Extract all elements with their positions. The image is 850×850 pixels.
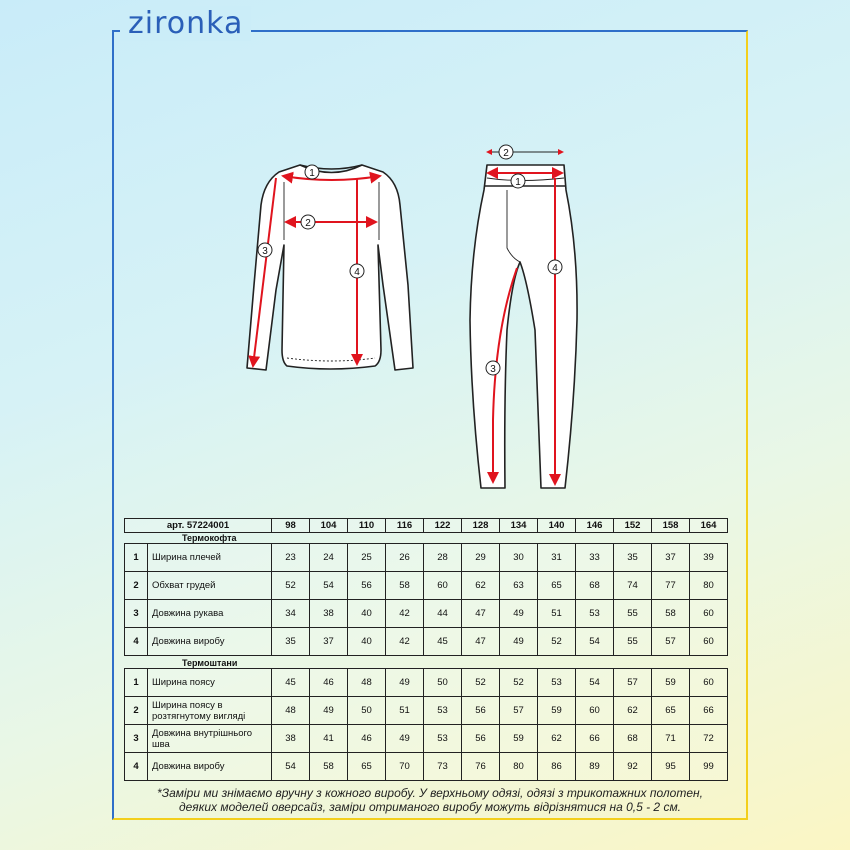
table-cell: 49 bbox=[500, 600, 538, 628]
table-cell: 24 bbox=[310, 544, 348, 572]
table-cell: 62 bbox=[614, 697, 652, 725]
top-label-3: 3 bbox=[262, 246, 268, 257]
table-cell: 52 bbox=[462, 669, 500, 697]
table-cell: 57 bbox=[614, 669, 652, 697]
table-cell: 57 bbox=[500, 697, 538, 725]
table-cell: 86 bbox=[538, 753, 576, 781]
table-cell: 65 bbox=[538, 572, 576, 600]
table-cell: 60 bbox=[576, 697, 614, 725]
row-label: Довжина виробу bbox=[148, 753, 272, 781]
table-cell: 54 bbox=[310, 572, 348, 600]
row-number: 3 bbox=[125, 725, 148, 753]
table-cell: 80 bbox=[690, 572, 728, 600]
row-number: 3 bbox=[125, 600, 148, 628]
footnote-line-1: *Заміри ми знімаємо вручну з кожного виробу. У верхньому одязі, одязі з трикотажних полотен, bbox=[157, 786, 703, 800]
table-cell: 42 bbox=[386, 600, 424, 628]
table-cell: 55 bbox=[614, 600, 652, 628]
top-label-2: 2 bbox=[305, 218, 311, 229]
row-number: 2 bbox=[125, 697, 148, 725]
table-cell: 58 bbox=[310, 753, 348, 781]
table-cell: 58 bbox=[652, 600, 690, 628]
table-cell: 95 bbox=[652, 753, 690, 781]
table-cell: 38 bbox=[310, 600, 348, 628]
table-row bbox=[125, 572, 728, 600]
thermal-top-drawing bbox=[247, 165, 413, 370]
table-cell: 57 bbox=[652, 628, 690, 656]
table-cell: 49 bbox=[386, 669, 424, 697]
table-cell: 80 bbox=[500, 753, 538, 781]
table-cell: 53 bbox=[424, 697, 462, 725]
table-row bbox=[125, 725, 728, 753]
table-cell: 52 bbox=[538, 628, 576, 656]
thermal-pants-drawing bbox=[470, 165, 577, 488]
table-cell: 46 bbox=[348, 725, 386, 753]
table-cell: 74 bbox=[614, 572, 652, 600]
footnote-line-2: деяких моделей оверсайз, заміри отриманого виробу можуть відрізнятися на 0,5 - 2 см. bbox=[178, 800, 681, 814]
table-cell: 92 bbox=[614, 753, 652, 781]
table-cell: 50 bbox=[424, 669, 462, 697]
table-cell: 62 bbox=[538, 725, 576, 753]
row-number: 1 bbox=[125, 544, 148, 572]
table-cell: 40 bbox=[348, 628, 386, 656]
table-row bbox=[125, 669, 728, 697]
table-cell: 59 bbox=[500, 725, 538, 753]
table-cell: 45 bbox=[424, 628, 462, 656]
table-cell: 48 bbox=[272, 697, 310, 725]
row-label: Ширина плечей bbox=[148, 544, 272, 572]
measurement-footnote bbox=[118, 786, 742, 814]
size-164: 164 bbox=[690, 519, 728, 533]
row-number: 1 bbox=[125, 669, 148, 697]
pants-label-4: 4 bbox=[552, 263, 558, 274]
table-cell: 54 bbox=[576, 669, 614, 697]
table-cell: 53 bbox=[538, 669, 576, 697]
table-cell: 44 bbox=[424, 600, 462, 628]
table-cell: 55 bbox=[614, 628, 652, 656]
size-134: 134 bbox=[500, 519, 538, 533]
table-cell: 35 bbox=[614, 544, 652, 572]
top-measurements-table bbox=[124, 543, 728, 656]
table-cell: 41 bbox=[310, 725, 348, 753]
table-cell: 49 bbox=[310, 697, 348, 725]
size-104: 104 bbox=[310, 519, 348, 533]
table-cell: 52 bbox=[500, 669, 538, 697]
pants-measurements-table bbox=[124, 668, 728, 781]
table-cell: 68 bbox=[576, 572, 614, 600]
row-number: 4 bbox=[125, 753, 148, 781]
table-cell: 76 bbox=[462, 753, 500, 781]
table-cell: 89 bbox=[576, 753, 614, 781]
table-cell: 51 bbox=[386, 697, 424, 725]
table-cell: 63 bbox=[500, 572, 538, 600]
table-cell: 50 bbox=[348, 697, 386, 725]
size-122: 122 bbox=[424, 519, 462, 533]
table-cell: 52 bbox=[272, 572, 310, 600]
table-cell: 56 bbox=[462, 697, 500, 725]
row-label: Обхват грудей bbox=[148, 572, 272, 600]
size-98: 98 bbox=[272, 519, 310, 533]
table-cell: 48 bbox=[348, 669, 386, 697]
table-cell: 28 bbox=[424, 544, 462, 572]
table-cell: 60 bbox=[690, 669, 728, 697]
table-cell: 40 bbox=[348, 600, 386, 628]
size-140: 140 bbox=[538, 519, 576, 533]
row-number: 4 bbox=[125, 628, 148, 656]
top-label-4: 4 bbox=[354, 267, 360, 278]
table-cell: 34 bbox=[272, 600, 310, 628]
table-cell: 45 bbox=[272, 669, 310, 697]
row-number: 2 bbox=[125, 572, 148, 600]
table-cell: 53 bbox=[424, 725, 462, 753]
table-row bbox=[125, 544, 728, 572]
article-number: арт. 57224001 bbox=[125, 519, 272, 533]
table-cell: 53 bbox=[576, 600, 614, 628]
table-cell: 71 bbox=[652, 725, 690, 753]
table-cell: 39 bbox=[690, 544, 728, 572]
size-128: 128 bbox=[462, 519, 500, 533]
size-header-row bbox=[125, 519, 728, 533]
row-label: Ширина поясу в розтягнутому вигляді bbox=[148, 697, 272, 725]
table-cell: 25 bbox=[348, 544, 386, 572]
table-cell: 73 bbox=[424, 753, 462, 781]
table-cell: 35 bbox=[272, 628, 310, 656]
table-cell: 37 bbox=[652, 544, 690, 572]
table-cell: 31 bbox=[538, 544, 576, 572]
table-cell: 59 bbox=[652, 669, 690, 697]
table-cell: 47 bbox=[462, 628, 500, 656]
section-title-top: Термокофта bbox=[182, 533, 237, 543]
size-110: 110 bbox=[348, 519, 386, 533]
table-cell: 54 bbox=[576, 628, 614, 656]
pants-label-2: 2 bbox=[503, 148, 509, 159]
table-cell: 26 bbox=[386, 544, 424, 572]
table-cell: 60 bbox=[690, 628, 728, 656]
row-label: Довжина виробу bbox=[148, 628, 272, 656]
table-row bbox=[125, 600, 728, 628]
table-cell: 72 bbox=[690, 725, 728, 753]
table-cell: 60 bbox=[690, 600, 728, 628]
table-cell: 51 bbox=[538, 600, 576, 628]
table-cell: 37 bbox=[310, 628, 348, 656]
top-label-1: 1 bbox=[309, 168, 315, 179]
table-cell: 23 bbox=[272, 544, 310, 572]
table-cell: 70 bbox=[386, 753, 424, 781]
table-cell: 54 bbox=[272, 753, 310, 781]
row-label: Довжина рукава bbox=[148, 600, 272, 628]
table-cell: 60 bbox=[424, 572, 462, 600]
section-title-pants: Термоштани bbox=[182, 658, 238, 668]
pants-label-1: 1 bbox=[515, 177, 521, 188]
table-row bbox=[125, 753, 728, 781]
size-152: 152 bbox=[614, 519, 652, 533]
table-cell: 59 bbox=[538, 697, 576, 725]
pants-label-3: 3 bbox=[490, 364, 496, 375]
table-cell: 47 bbox=[462, 600, 500, 628]
row-label: Довжина внутрішнього шва bbox=[148, 725, 272, 753]
table-cell: 66 bbox=[576, 725, 614, 753]
table-cell: 58 bbox=[386, 572, 424, 600]
table-cell: 49 bbox=[386, 725, 424, 753]
size-header-table bbox=[124, 518, 728, 533]
row-label: Ширина поясу bbox=[148, 669, 272, 697]
table-row bbox=[125, 628, 728, 656]
table-cell: 99 bbox=[690, 753, 728, 781]
table-cell: 49 bbox=[500, 628, 538, 656]
table-cell: 42 bbox=[386, 628, 424, 656]
table-cell: 65 bbox=[652, 697, 690, 725]
table-cell: 46 bbox=[310, 669, 348, 697]
brand-logo: zironka bbox=[120, 6, 251, 41]
table-cell: 38 bbox=[272, 725, 310, 753]
table-cell: 62 bbox=[462, 572, 500, 600]
table-cell: 77 bbox=[652, 572, 690, 600]
table-cell: 33 bbox=[576, 544, 614, 572]
table-row bbox=[125, 697, 728, 725]
table-cell: 56 bbox=[348, 572, 386, 600]
size-146: 146 bbox=[576, 519, 614, 533]
table-cell: 68 bbox=[614, 725, 652, 753]
table-cell: 30 bbox=[500, 544, 538, 572]
table-cell: 66 bbox=[690, 697, 728, 725]
size-116: 116 bbox=[386, 519, 424, 533]
size-158: 158 bbox=[652, 519, 690, 533]
table-cell: 56 bbox=[462, 725, 500, 753]
table-cell: 29 bbox=[462, 544, 500, 572]
table-cell: 65 bbox=[348, 753, 386, 781]
